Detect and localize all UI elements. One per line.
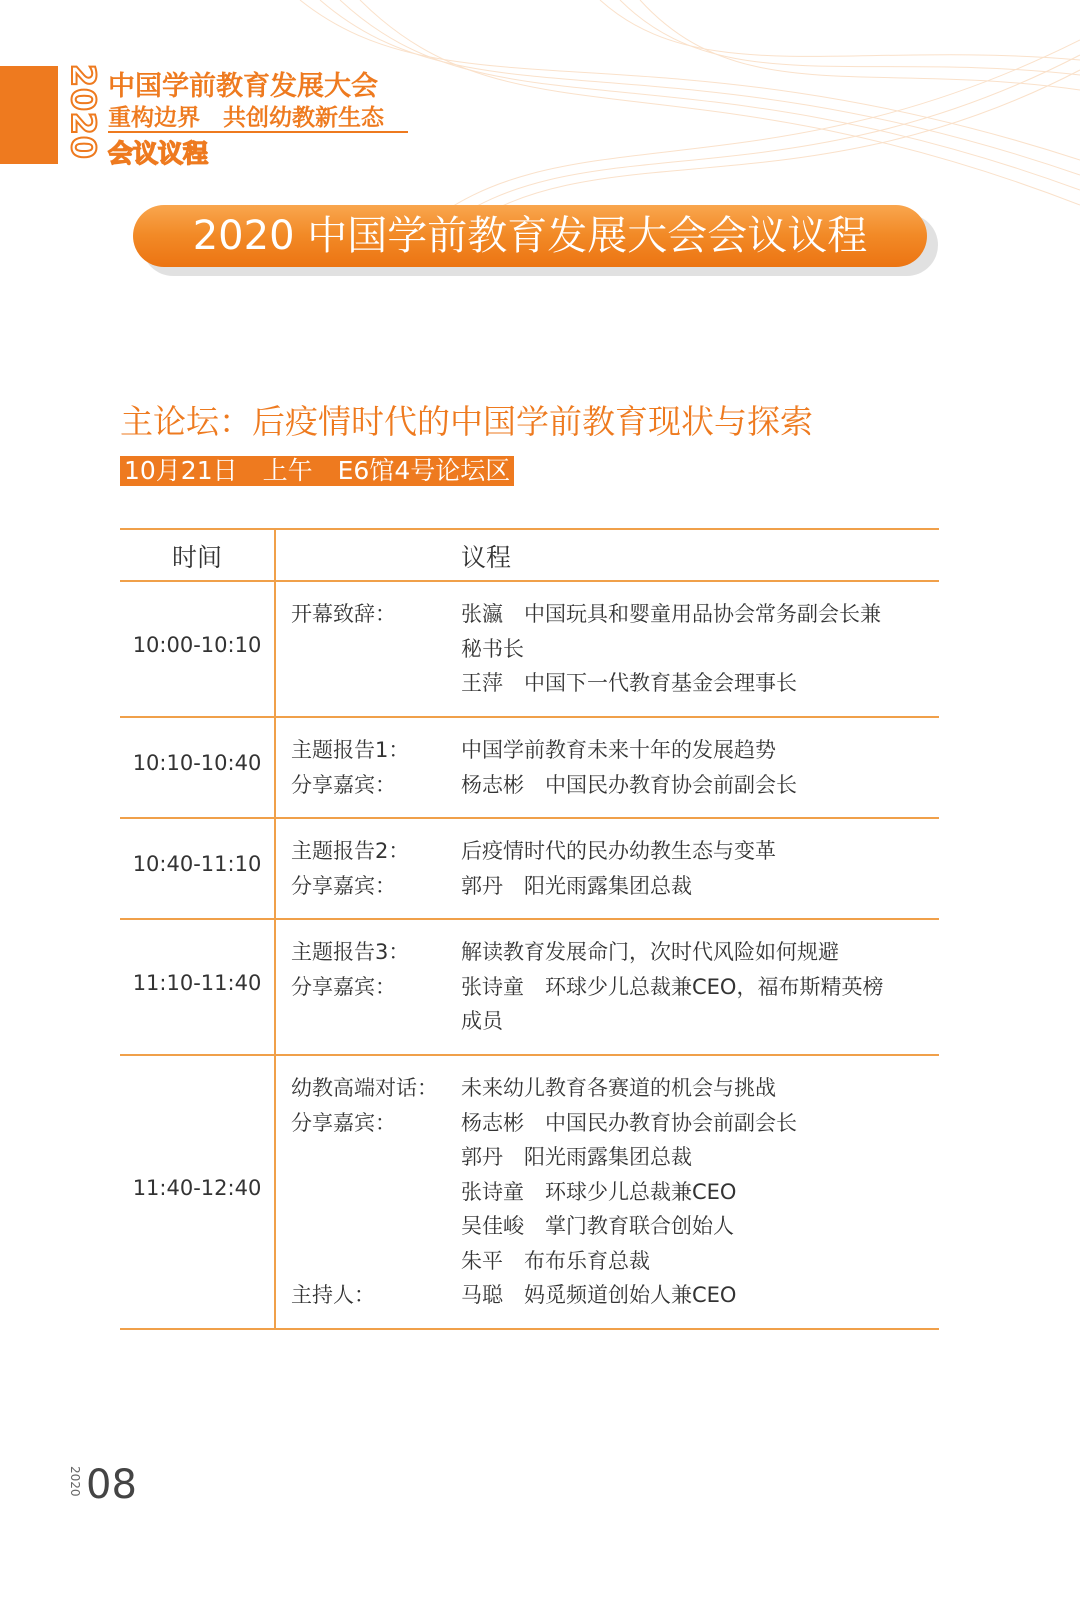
table-rule-row	[120, 918, 939, 920]
row-label: 幼教高端对话：	[291, 1076, 438, 1100]
row-content-line: 张诗童 环球少儿总裁兼CEO，福布斯精英榜	[461, 974, 884, 999]
row-content-line: 杨志彬 中国民办教育协会前副会长	[461, 772, 797, 797]
row-content-line: 解读教育发展命门，次时代风险如何规避	[461, 940, 839, 964]
row-content	[461, 733, 941, 802]
row-labels	[291, 733, 409, 802]
table-rule-row	[120, 1054, 939, 1056]
footer-year: 2020	[68, 1466, 82, 1497]
row-content-line: 王萍 中国下一代教育基金会理事长	[461, 671, 797, 695]
row-content-line: 未来幼儿教育各赛道的机会与挑战	[461, 1076, 776, 1100]
row-label: 主持人：	[291, 1283, 375, 1307]
row-content-line: 朱平 布布乐育总裁	[461, 1248, 650, 1273]
row-content-line: 张诗童 环球少儿总裁兼CEO	[461, 1179, 737, 1204]
row-labels	[291, 834, 409, 903]
row-content-line: 马聪 妈觅频道创始人兼CEO	[461, 1283, 737, 1307]
row-content-line: 成员	[461, 1009, 503, 1033]
table-rule-bottom	[120, 1328, 939, 1330]
row-label: 开幕致辞：	[291, 602, 396, 626]
row-label	[291, 1244, 438, 1279]
agenda-banner-title: 2020 中国学前教育发展大会会议议程	[133, 205, 927, 267]
header-year-vertical: 2020	[64, 64, 103, 160]
row-content-line: 杨志彬 中国民办教育协会前副会长	[461, 1110, 797, 1135]
row-time: 10:40-11:10	[132, 852, 262, 876]
row-content-line: 郭丹 阳光雨露集团总裁	[461, 873, 692, 898]
header-accent-bar	[0, 66, 58, 164]
row-label: 分享嘉宾：	[291, 873, 396, 898]
row-label: 分享嘉宾：	[291, 974, 396, 999]
row-labels	[291, 1071, 438, 1313]
row-content	[461, 1071, 941, 1313]
row-time: 10:00-10:10	[132, 632, 262, 657]
row-label	[291, 1175, 438, 1210]
row-content	[461, 935, 941, 1039]
row-time: 11:40-12:40	[132, 1175, 262, 1200]
row-content-line: 郭丹 阳光雨露集团总裁	[461, 1145, 692, 1169]
row-label: 分享嘉宾：	[291, 1110, 396, 1135]
table-header-time: 时间	[171, 543, 222, 572]
row-content-line: 后疫情时代的民办幼教生态与变革	[461, 839, 776, 863]
row-time: 10:10-10:40	[132, 751, 262, 775]
table-rule-top	[120, 528, 939, 530]
row-content	[461, 834, 941, 903]
row-label	[291, 1209, 438, 1244]
forum-title: 主论坛：后疫情时代的中国学前教育现状与探索	[120, 402, 813, 441]
row-content	[461, 597, 941, 701]
table-column-divider	[274, 529, 276, 1330]
row-label: 主题报告3：	[291, 940, 410, 964]
page-number: 08	[86, 1462, 137, 1508]
header-divider	[108, 131, 408, 133]
row-content-line: 张瀛 中国玩具和婴童用品协会常务副会长兼	[461, 602, 881, 626]
header-section-label: 会议议程	[108, 139, 209, 168]
row-label: 分享嘉宾：	[291, 772, 396, 797]
row-label: 主题报告2：	[291, 839, 410, 863]
header-conference-name: 中国学前教育发展大会	[108, 71, 378, 102]
row-label: 主题报告1：	[291, 738, 410, 762]
row-content-line: 吴佳峻 掌门教育联合创始人	[461, 1214, 734, 1238]
table-header-agenda: 议程	[461, 543, 512, 572]
table-rule-header	[120, 580, 939, 582]
row-label	[291, 1140, 438, 1175]
forum-date-location: 10月21日 上午 E6馆4号论坛区	[120, 456, 514, 486]
row-content-line: 中国学前教育未来十年的发展趋势	[461, 738, 776, 762]
header-slogan: 重构边界 共创幼教新生态	[108, 105, 384, 131]
table-rule-row	[120, 817, 939, 819]
table-rule-row	[120, 716, 939, 718]
row-labels	[291, 935, 409, 1004]
row-content-line: 秘书长	[461, 636, 524, 661]
row-time: 11:10-11:40	[132, 970, 262, 995]
row-labels	[291, 597, 396, 632]
